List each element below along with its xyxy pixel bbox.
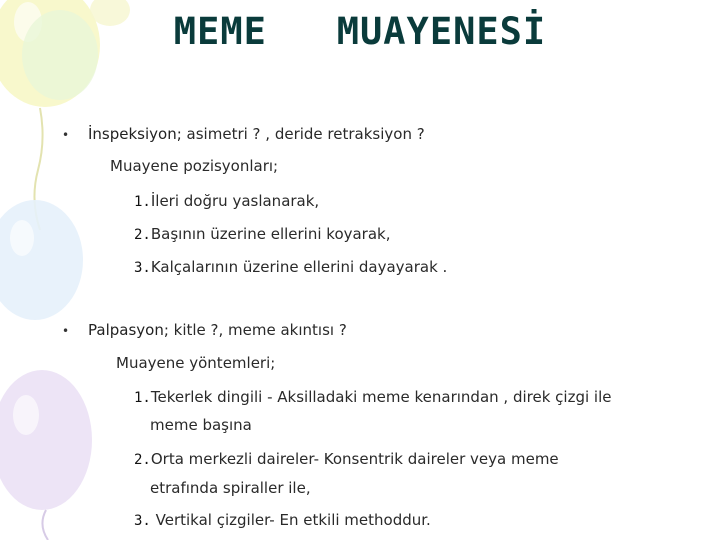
method-item-1: 1.Tekerlek dingili - Aksilladaki meme kenarından , direk çizgi ile: [134, 388, 612, 406]
positions-subheading: Muayene pozisyonları;: [110, 157, 279, 175]
position-item-2: 2.Başının üzerine ellerini koyarak,: [134, 225, 391, 243]
method-item-3: 3. Vertikal çizgiler- En etkili methoddur.: [134, 511, 431, 529]
method-item-2: 2.Orta merkezli daireler- Konsentrik daireler veya meme: [134, 450, 559, 468]
position-item-3: 3.Kalçalarının üzerine ellerini dayayarak .: [134, 258, 448, 276]
bullet-icon: •: [62, 324, 70, 338]
slide-title: MEME MUAYENESİ: [173, 10, 547, 53]
inspection-line: [88, 125, 425, 143]
method-item-1-continued: meme başına: [150, 416, 252, 434]
position-item-1: 1.İleri doğru yaslanarak,: [134, 192, 320, 210]
palpation-text: kitle ?, meme akıntısı ?: [168, 321, 347, 339]
palpation-line: [88, 321, 347, 339]
inspection-text: asimetri ? , deride retraksiyon ?: [181, 125, 425, 143]
methods-subheading: Muayene yöntemleri;: [116, 354, 276, 372]
bullet-icon: •: [62, 128, 70, 142]
palpation-heading: Palpasyon;: [88, 321, 169, 339]
method-item-2-continued: etrafında spiraller ile,: [150, 479, 311, 497]
inspection-heading: İnspeksiyon;: [88, 125, 182, 143]
